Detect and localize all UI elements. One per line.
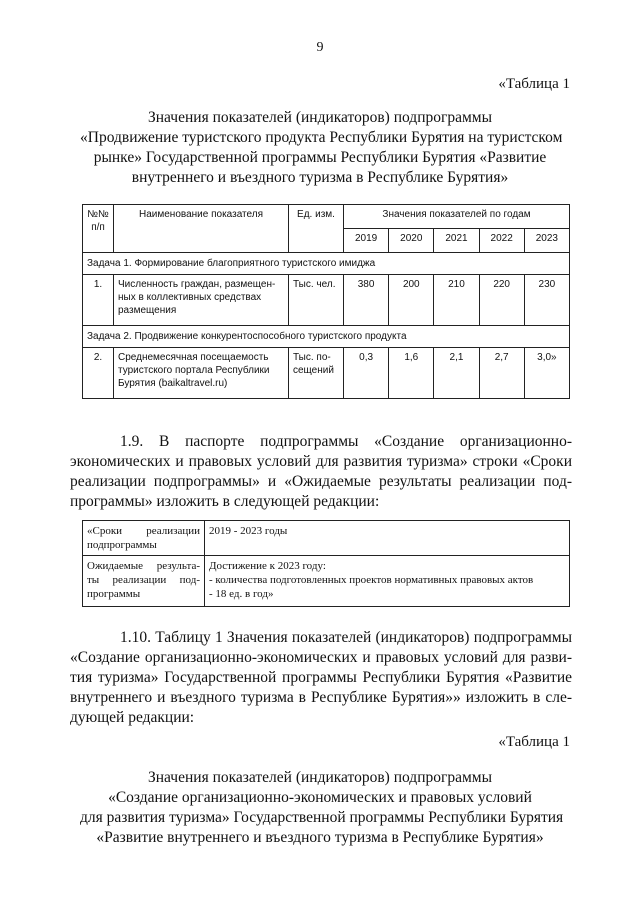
paragraph-1-10 [70,628,572,728]
heading-line: «Развитие внутреннего и въездного туризма в Республике Бурятия» [96,829,544,846]
task-row: Задача 2. Продвижение конкурентоспособного туристского продукта [83,326,570,348]
passport-value-line: Достижение к 2023 году: [209,560,326,572]
row-num: 2. [83,348,114,399]
table-label: «Таблица 1 [498,734,570,750]
row-value: 2,7 [479,348,524,399]
row-value: 380 [344,275,389,326]
paragraph-line: «Создание организационно-экономических и правовых условий для разви- [70,649,572,666]
header-num: №№ п/п [83,205,114,253]
heading-line: «Создание организационно-экономических и правовых условий [108,789,532,806]
table-heading [80,768,564,848]
heading-line: для развития туризма» Государственной программы Республики Бурятия [80,809,564,826]
row-value: 0,3 [344,348,389,399]
heading-line: Значения показателей (индикаторов) подпрограммы [147,109,493,126]
row-value: 3,0» [524,348,569,399]
passport-table [82,520,570,607]
row-num: 1. [83,275,114,326]
header-values: Значения показателей по годам [344,205,570,229]
paragraph-line: экономических и правовых условий для развития туризма» строки «Сроки [70,453,572,470]
row-value: 1,6 [389,348,434,399]
paragraph-line: дующей редакции: [70,709,195,726]
paragraph-line: внутреннего и въездного туризма в Республике Бурятия»» изложить в сле- [70,689,572,706]
row-unit: Тыс. по- сещений [289,348,344,399]
paragraph-1-9 [70,432,572,512]
table-label: «Таблица 1 [498,76,570,92]
passport-value-cell [205,556,570,607]
paragraph-line: реализации подпрограммы» и «Ожидаемые результаты реализации под- [70,473,572,490]
row-value: 220 [479,275,524,326]
paragraph-line: тия туризма» Государственной программы Республики Бурятия «Развитие [70,669,572,686]
header-year: 2020 [389,229,434,253]
header-year: 2022 [479,229,524,253]
task-row: Задача 1. Формирование благоприятного туристского имиджа [83,253,570,275]
row-value: 210 [434,275,479,326]
row-value: 230 [524,275,569,326]
paragraph-line: 1.9. В паспорте подпрограммы «Создание организационно- [120,433,572,450]
header-year: 2023 [524,229,569,253]
row-unit: Тыс. чел. [289,275,344,326]
header-year: 2021 [434,229,479,253]
row-value: 200 [389,275,434,326]
paragraph-line: 1.10. Таблицу 1 Значения показателей (индикаторов) подпрограммы [120,629,572,646]
row-value: 2,1 [434,348,479,399]
heading-line: внутреннего и въездного туризма в Республике Бурятия» [131,169,509,186]
row-name: Численность граждан, размещен- ных в коллективных средствах размещения [114,275,289,326]
passport-value: 2019 - 2023 годы [205,521,570,556]
passport-value-line: - 18 ед. в год» [209,588,274,600]
paragraph-line: программы» изложить в следующей редакции: [70,493,380,510]
passport-value-line: - количества подготовленных проектов нормативных правовых актов [209,574,534,586]
table-heading [80,108,563,188]
passport-label: Ожидаемые результа- ты реализации под- программы [83,556,205,607]
heading-line: «Продвижение туристского продукта Республики Бурятия на туристском [80,129,563,146]
heading-line: Значения показателей (индикаторов) подпрограммы [147,769,493,786]
heading-line: рынке» Государственной программы Республики Бурятия «Развитие [93,149,547,166]
header-year: 2019 [344,229,389,253]
passport-label: «Сроки реализации подпрограммы [83,521,205,556]
header-name: Наименование показателя [114,205,289,253]
indicators-table [82,204,570,399]
header-unit: Ед. изм. [289,205,344,253]
row-name: Среднемесячная посещаемость туристского портала Республики Бурятия (baikaltravel.ru) [114,348,289,399]
page-number: 9 [316,40,324,55]
